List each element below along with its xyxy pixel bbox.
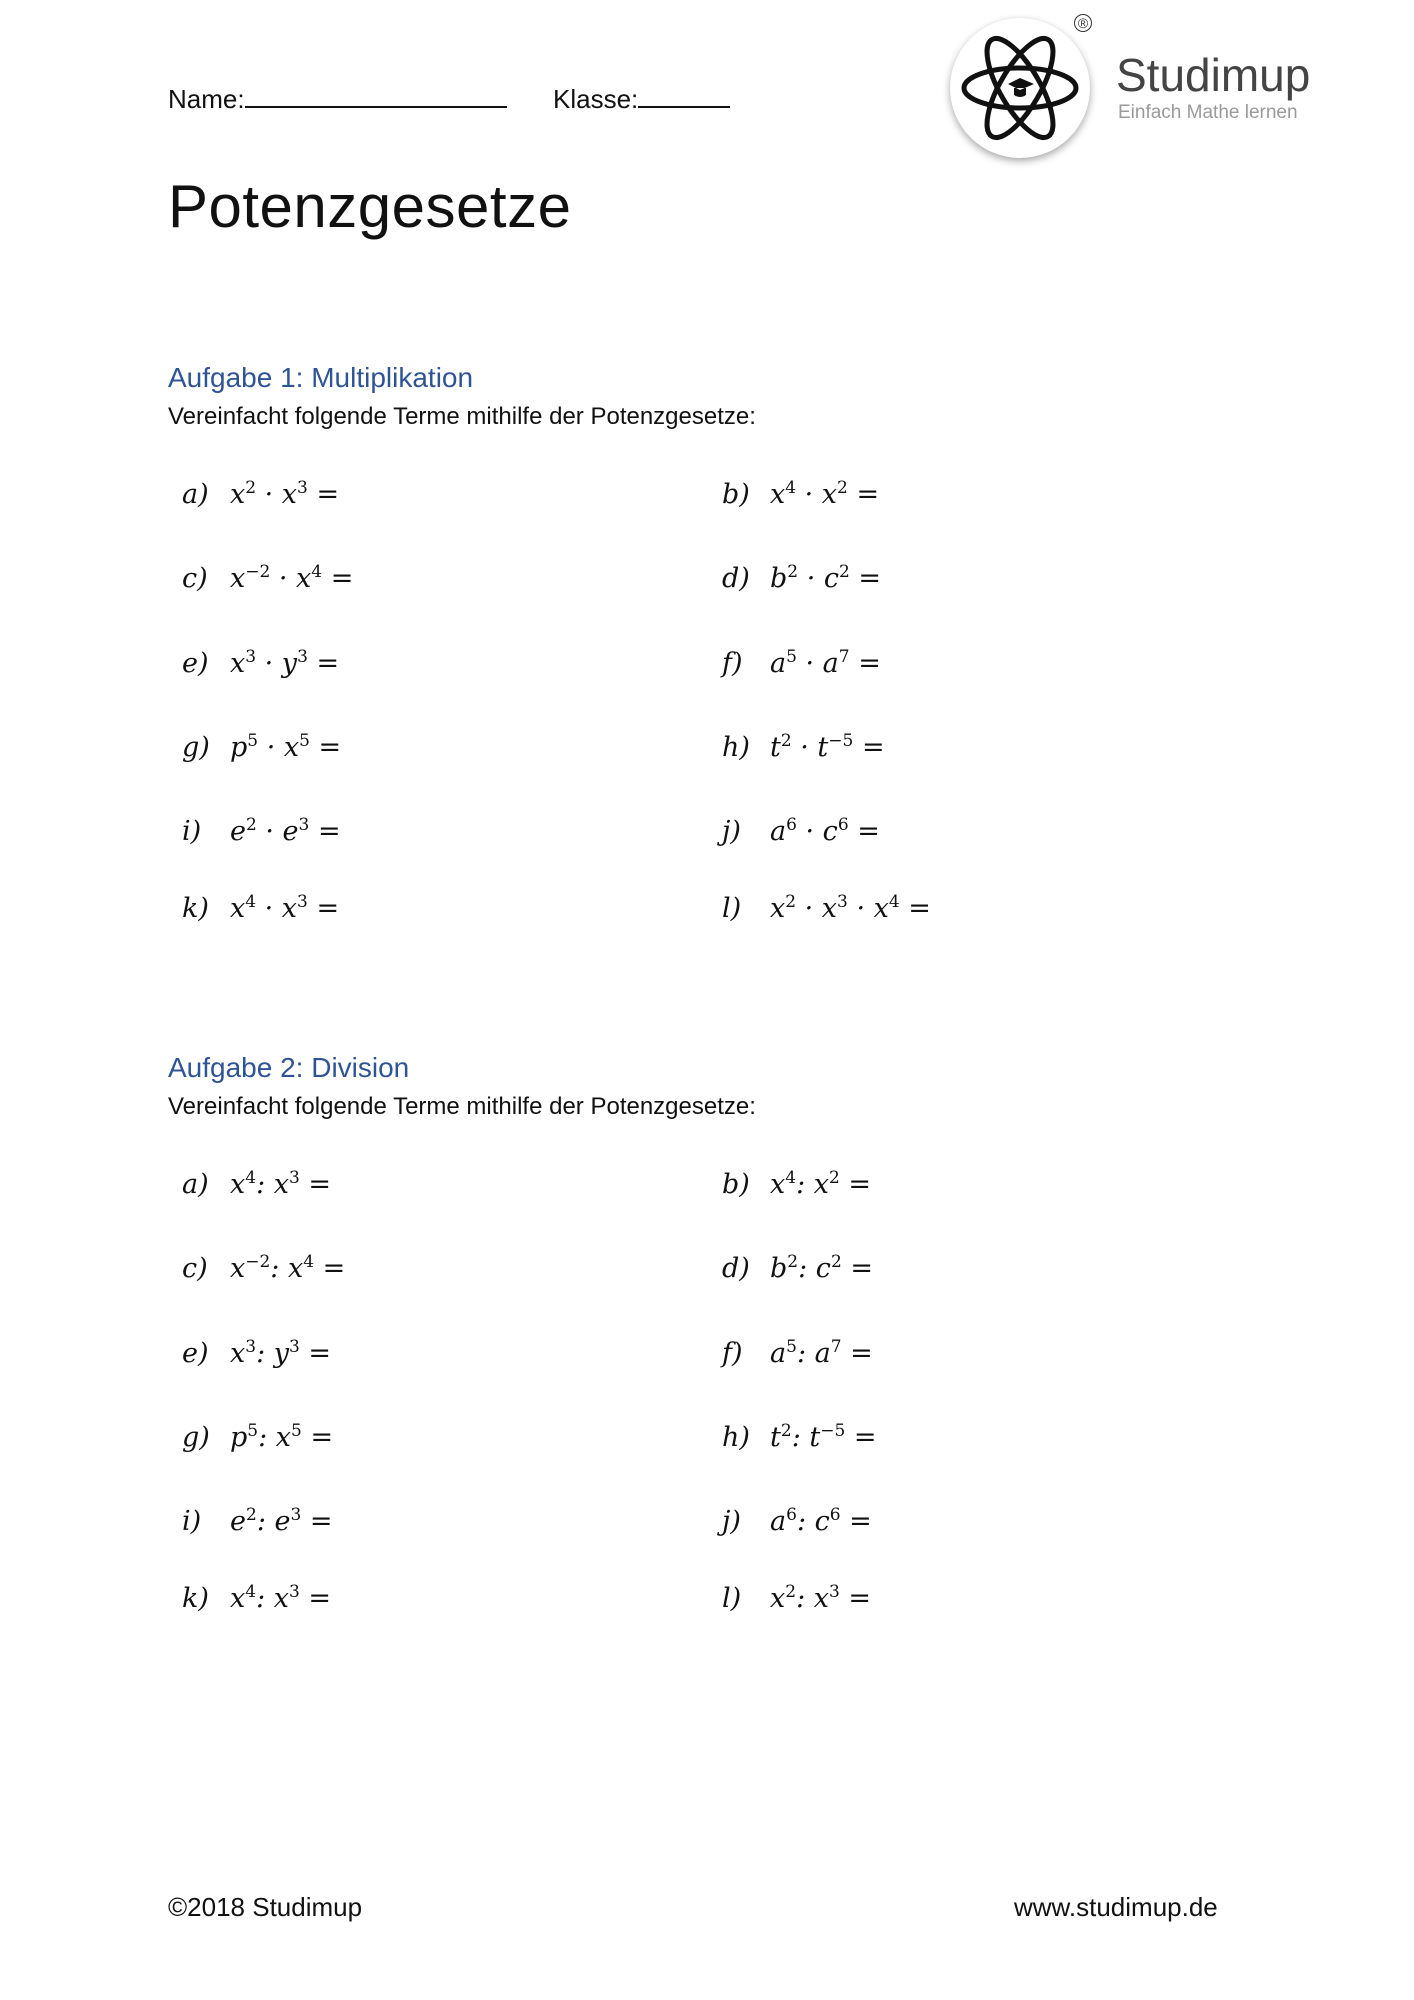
- exercise-item: [182, 1421, 333, 1453]
- exponent: 3: [245, 647, 257, 667]
- exponent: 2: [780, 731, 792, 751]
- exercise-item: [722, 1168, 871, 1200]
- exercise-term: $p^5 \cdot x^5$ =: [230, 731, 342, 763]
- exponent: 3: [297, 892, 308, 912]
- exercise-label: l): [722, 1583, 742, 1614]
- atom-logo-icon: [950, 18, 1090, 158]
- exercise-term: $a^6 \cdot c^6$ =: [770, 815, 880, 847]
- exercise-item: [182, 1252, 345, 1284]
- exponent: 5: [291, 1421, 302, 1441]
- exercise-label: k): [182, 893, 209, 924]
- exercise-label: e): [182, 1338, 209, 1369]
- exponent: −2: [245, 1252, 271, 1272]
- exponent: 6: [786, 1505, 797, 1525]
- exercise-item: [182, 647, 339, 679]
- exponent: 4: [245, 892, 257, 912]
- exercise-label: l): [722, 893, 742, 924]
- exercise-label: d): [722, 563, 750, 594]
- exponent: 3: [290, 1505, 302, 1525]
- exercise-term: $x^4 \cdot x^2$ =: [770, 478, 880, 510]
- exercise-label: e): [182, 648, 209, 679]
- exercise-term: $x^4$: $x^2$ =: [770, 1168, 872, 1200]
- logo-wordmark: Studimup: [1116, 49, 1311, 101]
- exercise-item: [722, 1421, 877, 1453]
- exercise-term: $a^5 \cdot a^7$ =: [770, 647, 881, 679]
- exercise-label: c): [182, 563, 208, 594]
- task-2-intro: Vereinfacht folgende Terme mithilfe der Potenzgesetze:: [168, 1093, 756, 1120]
- exponent: 2: [839, 562, 850, 582]
- exponent: 6: [786, 815, 797, 835]
- exercise-item: [182, 1582, 331, 1614]
- exercise-item: [722, 731, 885, 763]
- exponent: 3: [297, 647, 308, 667]
- name-blank[interactable]: [245, 84, 507, 108]
- exponent: 2: [245, 1505, 257, 1525]
- exercise-label: b): [722, 479, 750, 510]
- exponent: 5: [247, 1421, 259, 1441]
- exercise-term: $a^6$: $c^6$ =: [770, 1505, 872, 1537]
- exercise-item: [722, 815, 880, 847]
- exercise-item: [182, 1168, 331, 1200]
- exponent: −5: [828, 731, 854, 751]
- exercise-item: [722, 562, 881, 594]
- name-field[interactable]: [168, 84, 507, 115]
- exercise-term: $x^2$: $x^3$ =: [770, 1582, 872, 1614]
- exponent: 2: [245, 815, 257, 835]
- exercise-item: [722, 892, 931, 924]
- exponent: 6: [829, 1505, 841, 1525]
- exponent: 3: [828, 1582, 840, 1602]
- exercise-item: [182, 1337, 331, 1369]
- exercise-label: c): [182, 1253, 208, 1284]
- exercise-term: $b^2$: $c^2$ =: [770, 1252, 873, 1284]
- exercise-item: [722, 1337, 873, 1369]
- exponent: −5: [820, 1421, 846, 1441]
- exponent: 7: [830, 1337, 842, 1357]
- exponent: 2: [785, 1582, 797, 1602]
- studimup-logo: [950, 14, 1320, 164]
- task-1-intro: Vereinfacht folgende Terme mithilfe der Potenzgesetze:: [168, 403, 756, 430]
- exponent: 2: [830, 1252, 842, 1272]
- exercise-term: $e^2$: $e^3$ =: [230, 1505, 333, 1537]
- exponent: 3: [298, 815, 310, 835]
- exercise-item: [182, 815, 341, 847]
- exercise-label: f): [722, 648, 743, 679]
- footer-copyright: ©2018 Studimup: [168, 1892, 363, 1922]
- exercise-item: [722, 1252, 873, 1284]
- exercise-term: $x^3 \cdot y^3$ =: [230, 647, 340, 679]
- exercise-term: $t^2 \cdot t^{-5}$ =: [770, 731, 885, 763]
- exercise-label: d): [722, 1253, 750, 1284]
- exponent: 4: [311, 562, 323, 582]
- name-label: Name:: [168, 84, 245, 114]
- exercise-term: $b^2 \cdot c^2$ =: [770, 562, 882, 594]
- exercise-item: [722, 647, 881, 679]
- exercise-label: b): [722, 1169, 750, 1200]
- task-2-heading: Aufgabe 2: Division: [168, 1052, 410, 1083]
- exponent: 2: [837, 478, 848, 498]
- exponent: 3: [288, 1168, 300, 1188]
- exercise-term: $p^5$: $x^5$ =: [230, 1421, 334, 1453]
- class-field[interactable]: [553, 84, 730, 115]
- page-title: Potenzgesetze: [168, 173, 572, 240]
- exercise-term: $x^4$: $x^3$ =: [230, 1168, 332, 1200]
- exercise-label: h): [722, 1422, 750, 1453]
- exponent: 2: [780, 1421, 792, 1441]
- exercise-term: $x^2 \cdot x^3 \cdot x^4$ =: [770, 892, 931, 924]
- exercise-item: [722, 478, 879, 510]
- exercise-term: $a^5$: $a^7$ =: [770, 1337, 873, 1369]
- exercise-term: $x^2 \cdot x^3$ =: [230, 478, 340, 510]
- exponent: 3: [289, 1337, 300, 1357]
- exponent: 3: [288, 1582, 300, 1602]
- exercise-label: g): [182, 1422, 210, 1453]
- exercise-item: [722, 1582, 871, 1614]
- footer-website-link[interactable]: www.studimup.de: [1014, 1892, 1218, 1922]
- exponent: 5: [299, 731, 310, 751]
- exponent: 2: [787, 1252, 799, 1272]
- exponent: 2: [828, 1168, 840, 1188]
- exercise-term: $x^4 \cdot x^3$ =: [230, 892, 340, 924]
- exercise-term: $e^2 \cdot e^3$ =: [230, 815, 341, 847]
- exponent: 5: [247, 731, 259, 751]
- exercise-item: [182, 562, 353, 594]
- class-label: Klasse:: [553, 84, 639, 114]
- exponent: 2: [245, 478, 257, 498]
- exercise-label: a): [182, 479, 209, 510]
- exercise-item: [182, 892, 339, 924]
- exercise-term: $x^{-2} \cdot x^4$ =: [230, 562, 354, 594]
- exercise-label: i): [182, 816, 202, 847]
- exercise-label: k): [182, 1583, 209, 1614]
- exercise-term: $x^4$: $x^3$ =: [230, 1582, 332, 1614]
- exercise-label: f): [722, 1338, 743, 1369]
- exponent: 4: [303, 1252, 315, 1272]
- exercise-label: j): [722, 1506, 741, 1537]
- exponent: 4: [245, 1168, 257, 1188]
- task-1-heading: Aufgabe 1: Multiplikation: [168, 362, 474, 393]
- exercise-label: j): [722, 816, 741, 847]
- exercise-label: g): [182, 732, 210, 763]
- exponent: 3: [245, 1337, 257, 1357]
- exercise-label: i): [182, 1506, 202, 1537]
- exercise-label: a): [182, 1169, 209, 1200]
- exponent: 2: [785, 892, 797, 912]
- class-blank[interactable]: [638, 84, 730, 108]
- exercise-item: [722, 1505, 872, 1537]
- exponent: 3: [837, 892, 848, 912]
- exponent: 4: [245, 1582, 257, 1602]
- exponent: 7: [838, 647, 850, 667]
- exercise-item: [182, 731, 341, 763]
- exercise-label: h): [722, 732, 750, 763]
- exponent: 5: [786, 647, 797, 667]
- registered-mark: ®: [1074, 14, 1092, 32]
- exponent: 4: [785, 1168, 797, 1188]
- exponent: 4: [785, 478, 797, 498]
- exercise-item: [182, 478, 339, 510]
- exponent: 6: [837, 815, 849, 835]
- exercise-term: $x^3$: $y^3$ =: [230, 1337, 332, 1369]
- exercise-term: $x^{-2}$: $x^4$ =: [230, 1252, 346, 1284]
- exercise-term: $t^2$: $t^{-5}$ =: [770, 1421, 877, 1453]
- exponent: −2: [245, 562, 271, 582]
- exponent: 5: [786, 1337, 797, 1357]
- exercise-item: [182, 1505, 333, 1537]
- exponent: 3: [297, 478, 308, 498]
- exponent: 4: [888, 892, 900, 912]
- exponent: 2: [787, 562, 799, 582]
- logo-slogan: Einfach Mathe lernen: [1118, 102, 1298, 123]
